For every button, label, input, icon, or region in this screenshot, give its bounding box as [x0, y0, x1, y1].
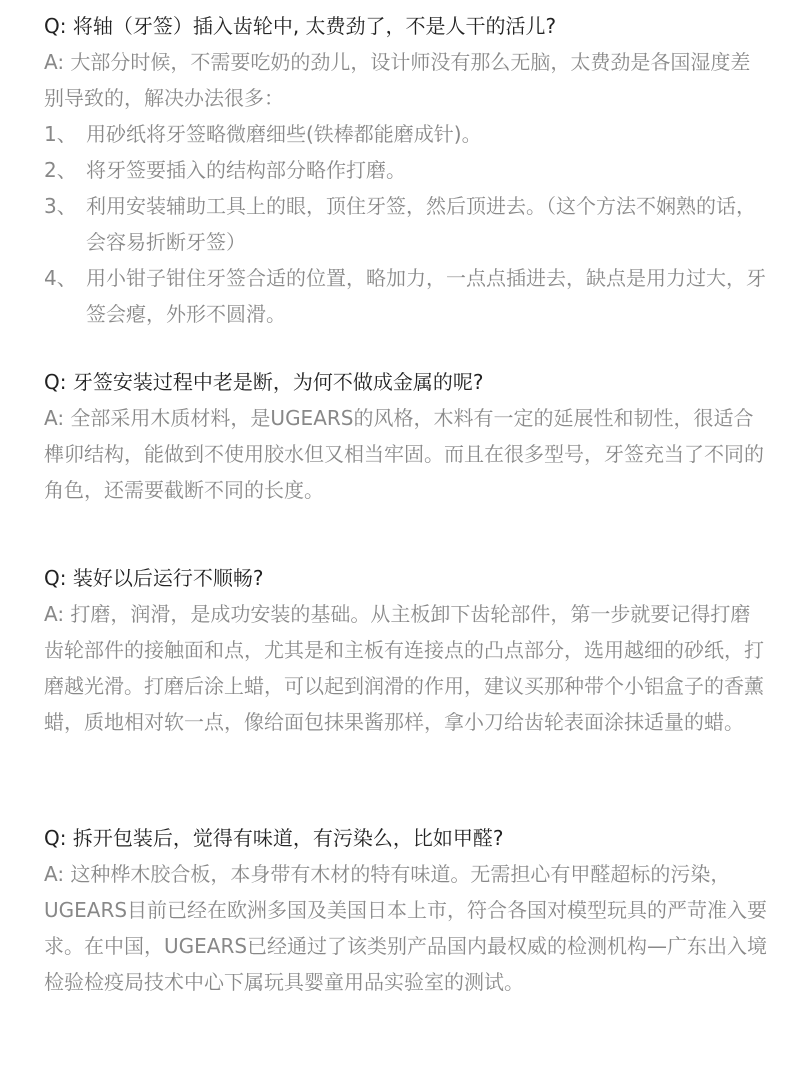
list-item-number: 3、 — [44, 194, 77, 218]
list-item-text: 用砂纸将牙签略微磨细些(铁棒都能磨成针)。 — [86, 122, 482, 146]
list-item — [44, 260, 770, 332]
faq-answer: A: 这种桦木胶合板，本身带有木材的特有味道。无需担心有甲醛超标的污染，UGEARS目前已经在欧洲多国及美国日本上市，符合各国对模型玩具的严苛准入要求。在中国，UGEARS已经通过了该类别产品国内最权威的检测机构—广东出入境检验检疫局技术中心下属玩具婴童用品实验室的测试。 — [44, 862, 768, 994]
faq-question: Q: 将轴（牙签）插入齿轮中, 太费劲了，不是人干的活儿? — [44, 14, 557, 38]
faq-question: Q: 拆开包装后，觉得有味道，有污染么，比如甲醛? — [44, 826, 504, 850]
list-item — [44, 188, 770, 260]
list-item — [44, 116, 770, 152]
faq-section-4 — [44, 820, 770, 1000]
faq-section-1 — [44, 8, 770, 332]
list-item-number: 1、 — [44, 122, 77, 146]
faq-section-3 — [44, 560, 770, 740]
list-item-text: 将牙签要插入的结构部分略作打磨。 — [86, 158, 406, 182]
faq-answer: A: 全部采用木质材料，是UGEARS的风格，木料有一定的延展性和韧性，很适合榫卯结构，能做到不使用胶水但又相当牢固。而且在很多型号，牙签充当了不同的角色，还需要截断不同的长度。 — [44, 406, 764, 502]
faq-section-2 — [44, 364, 770, 508]
faq-question: Q: 牙签安装过程中老是断，为何不做成金属的呢? — [44, 370, 484, 394]
list-item — [44, 152, 770, 188]
faq-answer-intro: A: 大部分时候，不需要吃奶的劲儿，设计师没有那么无脑，太费劲是各国湿度差别导致的，解决办法很多： — [44, 50, 751, 110]
faq-question: Q: 装好以后运行不顺畅? — [44, 566, 264, 590]
faq-answer — [44, 44, 770, 332]
list-item-number: 4、 — [44, 266, 77, 290]
list-item-text: 利用安装辅助工具上的眼，顶住牙签，然后顶进去。（这个方法不娴熟的话，会容易折断牙签） — [86, 194, 756, 254]
list-item-text: 用小钳子钳住牙签合适的位置，略加力，一点点插进去，缺点是用力过大，牙签会瘪，外形不圆滑。 — [86, 266, 766, 326]
faq-answer: A: 打磨，润滑，是成功安装的基础。从主板卸下齿轮部件，第一步就要记得打磨齿轮部件的接触面和点，尤其是和主板有连接点的凸点部分，选用越细的砂纸，打磨越光滑。打磨后涂上蜡，可以起到润滑的作用，建议买那种带个小铝盒子的香薰蜡，质地相对软一点，像给面包抹果酱那样，拿小刀给齿轮表面涂抹适量的蜡。 — [44, 602, 764, 734]
list-item-number: 2、 — [44, 158, 77, 182]
solution-list — [44, 116, 770, 332]
